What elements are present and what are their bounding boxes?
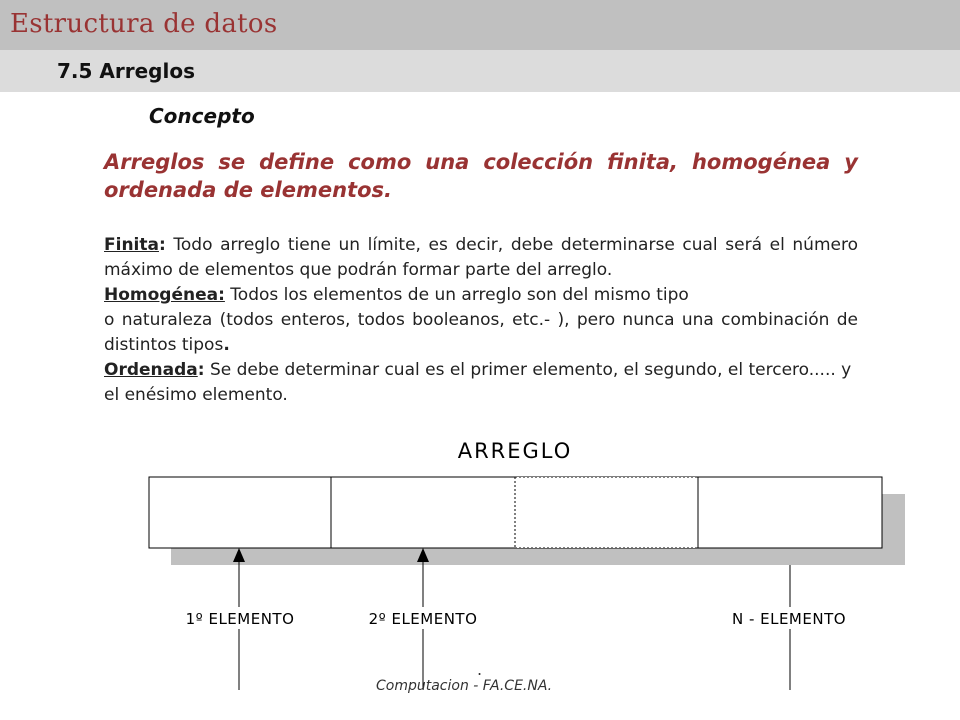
ordenada-term: Ordenada — [104, 360, 198, 380]
array-label: ARREGLO — [457, 439, 573, 463]
homogenea-line-2: o naturaleza (todos enteros, todos booleanos, etc.- ), pero nunca una combinación de distintos tipos. — [104, 310, 858, 355]
ordenada-text: Se debe determinar cual es el primer elemento, el segundo, el tercero..... y el enésimo elemento. — [104, 360, 852, 405]
section-title: 7.5 Arreglos — [57, 59, 195, 83]
slide-title: Estructura de datos — [10, 9, 278, 39]
homogenea-text-2: o naturaleza (todos enteros, todos booleanos, etc.- ), pero nunca una combinación de distintos tipos — [104, 310, 858, 355]
definition-text: Arreglos se define como una colección finita, homogénea y ordenada de elementos. — [104, 150, 858, 202]
footer-dot: . — [477, 660, 483, 679]
footer-text: Computacion - FA.CE.NA. — [376, 678, 553, 694]
pointer-label-2: 2º ELEMENTO — [368, 610, 478, 628]
finita-paragraph: Finita: Todo arreglo tiene un límite, es decir, debe determinarse cual será el número máximo de elementos que podrán formar parte del arreglo. — [104, 235, 858, 280]
finita-text: Todo arreglo tiene un límite, es decir, debe determinarse cual será el número máximo de elementos que podrán formar parte del arreglo. — [104, 235, 858, 280]
pointer-label-1: 1º ELEMENTO — [185, 610, 295, 628]
finita-term: Finita — [104, 235, 159, 255]
ordenada-paragraph: Ordenada: Se debe determinar cual es el primer elemento, el segundo, el tercero..... y el enésimo elemento. — [104, 360, 852, 405]
array-cell-3-mask — [516, 477, 697, 548]
concept-heading: Concepto — [149, 104, 255, 128]
homogenea-text-1: Todos los elementos de un arreglo son del mismo tipo — [224, 285, 689, 305]
homogenea-term: Homogénea: — [104, 285, 225, 305]
pointer-label-n: N - ELEMENTO — [731, 610, 847, 628]
